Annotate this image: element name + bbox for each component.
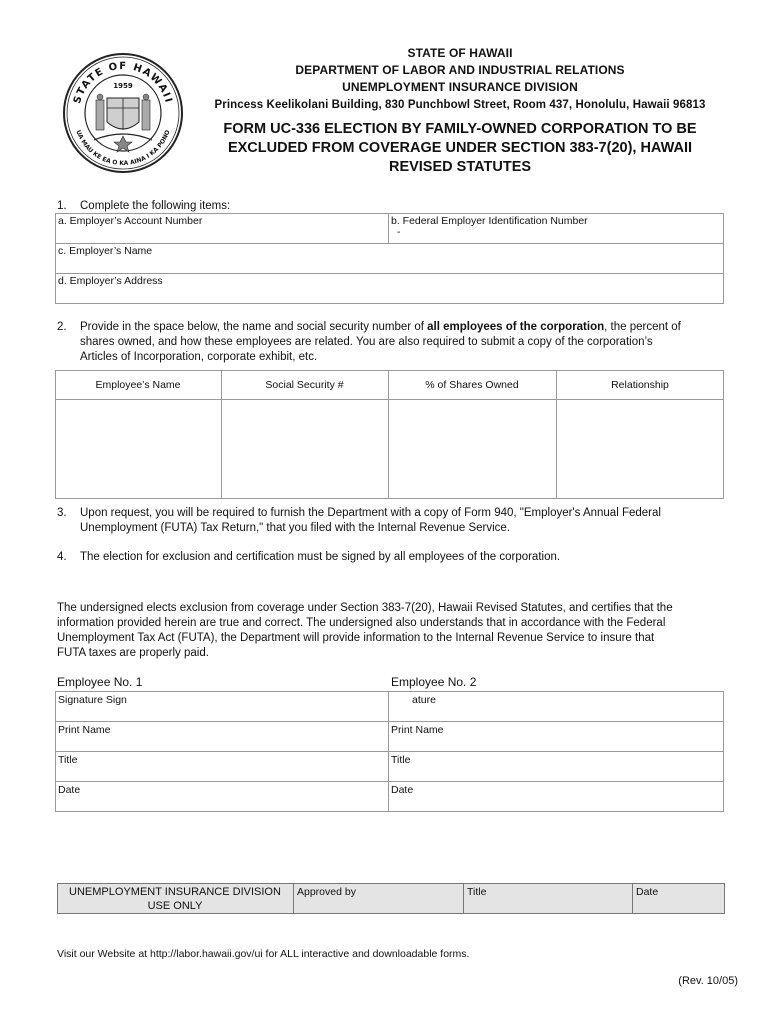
employee1-signature-label: Signature Sign	[58, 694, 127, 706]
relationship-entry[interactable]	[557, 400, 723, 498]
employer-name-field[interactable]	[55, 243, 724, 275]
section1-number: 1.	[57, 200, 67, 212]
section4-number: 4.	[57, 551, 67, 563]
employee2-heading: Employee No. 2	[391, 675, 477, 689]
employee2-print-name-label: Print Name	[391, 724, 444, 736]
form-title-line3: REVISED STATUTES	[388, 159, 532, 175]
fein-label: b. Federal Employer Identification Number	[391, 215, 588, 227]
column-header-relationship: Relationship	[611, 379, 669, 391]
section2-line2: shares owned, and how these employees are related. You are also required to submit a copy of the corporation’s	[80, 336, 653, 348]
section2-emphasis: all employees of the corporation	[427, 321, 605, 333]
header-state: STATE OF HAWAII	[407, 46, 513, 60]
approved-by-label: Approved by	[297, 886, 356, 898]
employee2-date-label: Date	[391, 784, 414, 796]
certification-line2: information provided herein are true and correct. The undersigned also understands that in accordance with the Federal	[57, 617, 666, 629]
employee2-title-label: Title	[391, 754, 411, 766]
employee1-print-name-label: Print Name	[58, 724, 111, 736]
employer-name-label: c. Employer’s Name	[58, 245, 153, 257]
column-header-employee-name: Employee’s Name	[95, 379, 181, 391]
employee2-signature-field[interactable]	[388, 692, 718, 718]
ssn-entry[interactable]	[222, 400, 387, 498]
approved-by-field[interactable]	[294, 884, 463, 915]
revision-label: (Rev. 10/05)	[678, 975, 738, 987]
section3-line2: Unemployment (FUTA) Tax Return," that you filed with the Internal Revenue Service.	[80, 522, 510, 534]
use-only-date-field[interactable]	[633, 884, 725, 915]
employee2-signature-label: ature	[412, 694, 436, 706]
employer-account-number-label: a. Employer’s Account Number	[58, 215, 203, 227]
section2-line1: Provide in the space below, the name and social security number of all employees of the corporation, the percent of	[80, 321, 681, 333]
website-note: Visit our Website at http://labor.hawaii.gov/ui for ALL interactive and downloadable forms.	[57, 948, 470, 960]
employer-address-field[interactable]	[55, 273, 724, 305]
section4-text: The election for exclusion and certification must be signed by all employees of the corporation.	[80, 551, 561, 563]
section1-text: Complete the following items:	[80, 200, 231, 212]
section3-number: 3.	[57, 507, 67, 519]
fein-dash: -	[397, 226, 401, 238]
employee1-title-field[interactable]	[55, 752, 388, 782]
employee1-date-label: Date	[58, 784, 81, 796]
column-header-shares-owned: % of Shares Owned	[425, 379, 519, 391]
seal-year: 1959	[113, 82, 133, 90]
employer-account-number-field[interactable]	[55, 213, 391, 245]
use-only-title-label: Title	[467, 886, 487, 898]
svg-text:STATE OF HAWAII: STATE OF HAWAII	[72, 60, 174, 106]
employee1-print-name-field[interactable]	[55, 722, 388, 752]
form-title-line1: FORM UC-336 ELECTION BY FAMILY-OWNED CORPORATION TO BE	[223, 121, 697, 137]
column-header-ssn: Social Security #	[265, 379, 344, 391]
certification-line4: FUTA taxes are properly paid.	[57, 647, 209, 659]
employee1-heading: Employee No. 1	[57, 675, 143, 689]
employee2-print-name-field[interactable]	[388, 722, 724, 752]
certification-line3: Unemployment Tax Act (FUTA), the Department will provide information to the Internal Revenue Service to insure that	[57, 632, 655, 644]
use-only-title-field[interactable]	[464, 884, 632, 915]
use-only-date-label: Date	[636, 886, 659, 898]
fein-field[interactable]	[388, 213, 724, 245]
section2-line3: Articles of Incorporation, corporate exhibit, etc.	[80, 351, 318, 363]
use-only-label: UNEMPLOYMENT INSURANCE DIVISION USE ONLY	[69, 886, 281, 912]
employee1-signature-field[interactable]	[55, 692, 388, 722]
employee2-date-field[interactable]	[388, 782, 724, 812]
section2-number: 2.	[57, 321, 67, 333]
header-division: UNEMPLOYMENT INSURANCE DIVISION	[342, 80, 578, 94]
employee1-title-label: Title	[58, 754, 78, 766]
shares-owned-entry[interactable]	[389, 400, 555, 498]
employee-name-entry[interactable]	[56, 400, 220, 498]
section3-line1: Upon request, you will be required to furnish the Department with a copy of Form 940, "Employer's Annual Federal	[80, 507, 661, 519]
employer-address-label: d. Employer’s Address	[58, 275, 163, 287]
certification-line1: The undersigned elects exclusion from coverage under Section 383-7(20), Hawaii Revised Statutes, and certifies that the	[57, 602, 673, 614]
svg-text:UA MAU KE EA O KA AINA I KA PO: UA MAU KE EA O KA AINA I KA PONO	[74, 129, 172, 168]
employee2-title-field[interactable]	[388, 752, 724, 782]
form-title-line2: EXCLUDED FROM COVERAGE UNDER SECTION 383-7(20), HAWAII	[227, 140, 693, 156]
header-department: DEPARTMENT OF LABOR AND INDUSTRIAL RELATIONS	[295, 63, 625, 77]
header-address: Princess Keelikolani Building, 830 Punchbowl Street, Room 437, Honolulu, Hawaii 96813	[214, 99, 706, 111]
employee1-date-field[interactable]	[55, 782, 388, 812]
